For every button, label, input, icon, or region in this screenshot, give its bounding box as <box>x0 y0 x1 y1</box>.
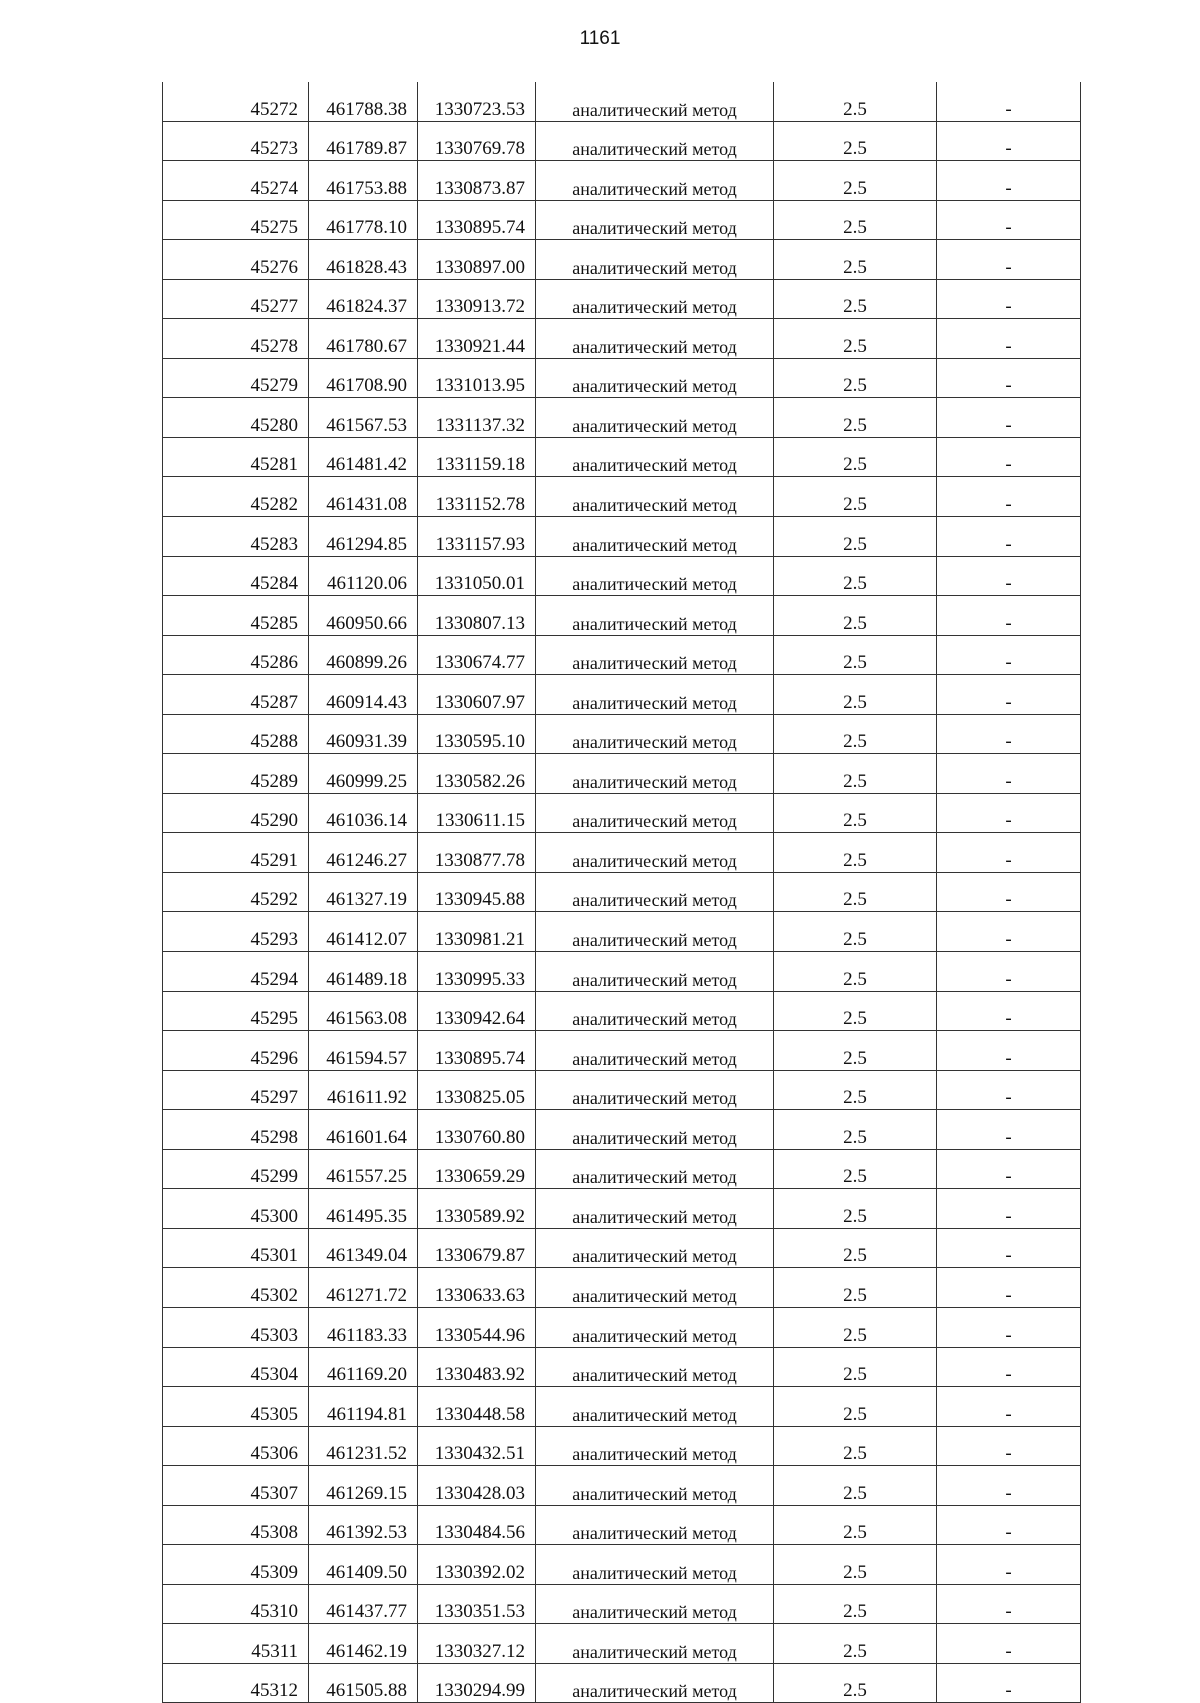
note-cell: - <box>937 912 1081 952</box>
x-coordinate-cell: 461505.88 <box>309 1663 418 1703</box>
point-number-cell: 45300 <box>163 1189 309 1229</box>
table-row <box>163 1307 1081 1347</box>
method-cell: аналитический метод <box>536 358 774 398</box>
method-cell: аналитический метод <box>536 1584 774 1624</box>
note-cell: - <box>937 991 1081 1031</box>
table-row <box>163 596 1081 636</box>
table-row <box>163 1110 1081 1150</box>
note-cell: - <box>937 1149 1081 1189</box>
y-coordinate-cell: 1330674.77 <box>418 635 536 675</box>
method-cell: аналитический метод <box>536 1070 774 1110</box>
table-row <box>163 358 1081 398</box>
y-coordinate-cell: 1330873.87 <box>418 161 536 201</box>
method-cell: аналитический метод <box>536 596 774 636</box>
note-cell: - <box>937 1189 1081 1229</box>
x-coordinate-cell: 461778.10 <box>309 200 418 240</box>
table-row <box>163 912 1081 952</box>
precision-cell: 2.5 <box>774 240 937 280</box>
table-row <box>163 1624 1081 1664</box>
precision-cell: 2.5 <box>774 635 937 675</box>
x-coordinate-cell: 461431.08 <box>309 477 418 517</box>
method-cell: аналитический метод <box>536 398 774 438</box>
x-coordinate-cell: 461327.19 <box>309 872 418 912</box>
x-coordinate-cell: 461557.25 <box>309 1149 418 1189</box>
point-number-cell: 45299 <box>163 1149 309 1189</box>
table-body <box>163 82 1081 1703</box>
y-coordinate-cell: 1330428.03 <box>418 1466 536 1506</box>
note-cell: - <box>937 754 1081 794</box>
method-cell: аналитический метод <box>536 161 774 201</box>
method-cell: аналитический метод <box>536 517 774 557</box>
table-row <box>163 121 1081 161</box>
point-number-cell: 45274 <box>163 161 309 201</box>
precision-cell: 2.5 <box>774 358 937 398</box>
point-number-cell: 45297 <box>163 1070 309 1110</box>
method-cell: аналитический метод <box>536 279 774 319</box>
precision-cell: 2.5 <box>774 1545 937 1585</box>
table-row <box>163 1228 1081 1268</box>
y-coordinate-cell: 1331013.95 <box>418 358 536 398</box>
method-cell: аналитический метод <box>536 240 774 280</box>
precision-cell: 2.5 <box>774 121 937 161</box>
precision-cell: 2.5 <box>774 872 937 912</box>
note-cell: - <box>937 82 1081 121</box>
precision-cell: 2.5 <box>774 200 937 240</box>
point-number-cell: 45272 <box>163 82 309 121</box>
x-coordinate-cell: 461495.35 <box>309 1189 418 1229</box>
precision-cell: 2.5 <box>774 952 937 992</box>
note-cell: - <box>937 517 1081 557</box>
y-coordinate-cell: 1330942.64 <box>418 991 536 1031</box>
precision-cell: 2.5 <box>774 1426 937 1466</box>
note-cell: - <box>937 952 1081 992</box>
table-row <box>163 833 1081 873</box>
y-coordinate-cell: 1330589.92 <box>418 1189 536 1229</box>
coordinates-table <box>162 82 1081 1703</box>
precision-cell: 2.5 <box>774 1387 937 1427</box>
x-coordinate-cell: 461601.64 <box>309 1110 418 1150</box>
point-number-cell: 45281 <box>163 437 309 477</box>
note-cell: - <box>937 1070 1081 1110</box>
table-row <box>163 1387 1081 1427</box>
note-cell: - <box>937 714 1081 754</box>
table-row <box>163 1031 1081 1071</box>
note-cell: - <box>937 1268 1081 1308</box>
method-cell: аналитический метод <box>536 912 774 952</box>
precision-cell: 2.5 <box>774 161 937 201</box>
y-coordinate-cell: 1330392.02 <box>418 1545 536 1585</box>
table-row <box>163 1149 1081 1189</box>
note-cell: - <box>937 1466 1081 1506</box>
precision-cell: 2.5 <box>774 398 937 438</box>
point-number-cell: 45312 <box>163 1663 309 1703</box>
y-coordinate-cell: 1330895.74 <box>418 200 536 240</box>
precision-cell: 2.5 <box>774 991 937 1031</box>
table-row <box>163 279 1081 319</box>
table-row <box>163 754 1081 794</box>
x-coordinate-cell: 460899.26 <box>309 635 418 675</box>
method-cell: аналитический метод <box>536 437 774 477</box>
x-coordinate-cell: 461489.18 <box>309 952 418 992</box>
table-row <box>163 714 1081 754</box>
table-row <box>163 1466 1081 1506</box>
x-coordinate-cell: 461708.90 <box>309 358 418 398</box>
precision-cell: 2.5 <box>774 437 937 477</box>
x-coordinate-cell: 461611.92 <box>309 1070 418 1110</box>
note-cell: - <box>937 1031 1081 1071</box>
precision-cell: 2.5 <box>774 1268 937 1308</box>
note-cell: - <box>937 833 1081 873</box>
note-cell: - <box>937 240 1081 280</box>
y-coordinate-cell: 1330582.26 <box>418 754 536 794</box>
point-number-cell: 45276 <box>163 240 309 280</box>
table-row <box>163 1426 1081 1466</box>
point-number-cell: 45292 <box>163 872 309 912</box>
table-row <box>163 952 1081 992</box>
precision-cell: 2.5 <box>774 1347 937 1387</box>
method-cell: аналитический метод <box>536 635 774 675</box>
note-cell: - <box>937 596 1081 636</box>
note-cell: - <box>937 872 1081 912</box>
method-cell: аналитический метод <box>536 319 774 359</box>
precision-cell: 2.5 <box>774 1228 937 1268</box>
point-number-cell: 45293 <box>163 912 309 952</box>
precision-cell: 2.5 <box>774 912 937 952</box>
y-coordinate-cell: 1330723.53 <box>418 82 536 121</box>
note-cell: - <box>937 1545 1081 1585</box>
note-cell: - <box>937 556 1081 596</box>
point-number-cell: 45273 <box>163 121 309 161</box>
method-cell: аналитический метод <box>536 1307 774 1347</box>
precision-cell: 2.5 <box>774 833 937 873</box>
note-cell: - <box>937 200 1081 240</box>
table-row <box>163 477 1081 517</box>
point-number-cell: 45309 <box>163 1545 309 1585</box>
note-cell: - <box>937 1110 1081 1150</box>
x-coordinate-cell: 461594.57 <box>309 1031 418 1071</box>
method-cell: аналитический метод <box>536 1387 774 1427</box>
method-cell: аналитический метод <box>536 1228 774 1268</box>
table-row <box>163 1070 1081 1110</box>
y-coordinate-cell: 1330921.44 <box>418 319 536 359</box>
note-cell: - <box>937 1307 1081 1347</box>
y-coordinate-cell: 1331157.93 <box>418 517 536 557</box>
x-coordinate-cell: 461567.53 <box>309 398 418 438</box>
table-row <box>163 556 1081 596</box>
table-row <box>163 675 1081 715</box>
y-coordinate-cell: 1330897.00 <box>418 240 536 280</box>
x-coordinate-cell: 461788.38 <box>309 82 418 121</box>
y-coordinate-cell: 1330432.51 <box>418 1426 536 1466</box>
method-cell: аналитический метод <box>536 1426 774 1466</box>
method-cell: аналитический метод <box>536 477 774 517</box>
y-coordinate-cell: 1331159.18 <box>418 437 536 477</box>
point-number-cell: 45302 <box>163 1268 309 1308</box>
x-coordinate-cell: 461462.19 <box>309 1624 418 1664</box>
table-row <box>163 1347 1081 1387</box>
page-number: 1161 <box>579 28 621 49</box>
table-row <box>163 1189 1081 1229</box>
x-coordinate-cell: 461120.06 <box>309 556 418 596</box>
x-coordinate-cell: 461349.04 <box>309 1228 418 1268</box>
note-cell: - <box>937 635 1081 675</box>
x-coordinate-cell: 461563.08 <box>309 991 418 1031</box>
note-cell: - <box>937 1228 1081 1268</box>
note-cell: - <box>937 358 1081 398</box>
y-coordinate-cell: 1330825.05 <box>418 1070 536 1110</box>
x-coordinate-cell: 461271.72 <box>309 1268 418 1308</box>
y-coordinate-cell: 1330807.13 <box>418 596 536 636</box>
point-number-cell: 45311 <box>163 1624 309 1664</box>
point-number-cell: 45280 <box>163 398 309 438</box>
precision-cell: 2.5 <box>774 82 937 121</box>
x-coordinate-cell: 461169.20 <box>309 1347 418 1387</box>
table-row <box>163 82 1081 121</box>
point-number-cell: 45283 <box>163 517 309 557</box>
note-cell: - <box>937 437 1081 477</box>
table-row <box>163 437 1081 477</box>
y-coordinate-cell: 1330351.53 <box>418 1584 536 1624</box>
y-coordinate-cell: 1331152.78 <box>418 477 536 517</box>
y-coordinate-cell: 1330294.99 <box>418 1663 536 1703</box>
point-number-cell: 45291 <box>163 833 309 873</box>
x-coordinate-cell: 461780.67 <box>309 319 418 359</box>
method-cell: аналитический метод <box>536 714 774 754</box>
table-row <box>163 1584 1081 1624</box>
method-cell: аналитический метод <box>536 82 774 121</box>
method-cell: аналитический метод <box>536 556 774 596</box>
table-row <box>163 517 1081 557</box>
method-cell: аналитический метод <box>536 1268 774 1308</box>
y-coordinate-cell: 1330945.88 <box>418 872 536 912</box>
point-number-cell: 45278 <box>163 319 309 359</box>
note-cell: - <box>937 319 1081 359</box>
precision-cell: 2.5 <box>774 279 937 319</box>
point-number-cell: 45294 <box>163 952 309 992</box>
y-coordinate-cell: 1330895.74 <box>418 1031 536 1071</box>
method-cell: аналитический метод <box>536 121 774 161</box>
note-cell: - <box>937 1663 1081 1703</box>
x-coordinate-cell: 461231.52 <box>309 1426 418 1466</box>
precision-cell: 2.5 <box>774 1189 937 1229</box>
note-cell: - <box>937 279 1081 319</box>
point-number-cell: 45277 <box>163 279 309 319</box>
point-number-cell: 45306 <box>163 1426 309 1466</box>
method-cell: аналитический метод <box>536 1505 774 1545</box>
x-coordinate-cell: 461194.81 <box>309 1387 418 1427</box>
note-cell: - <box>937 675 1081 715</box>
y-coordinate-cell: 1330611.15 <box>418 793 536 833</box>
precision-cell: 2.5 <box>774 1307 937 1347</box>
table-row <box>163 793 1081 833</box>
note-cell: - <box>937 1387 1081 1427</box>
y-coordinate-cell: 1330659.29 <box>418 1149 536 1189</box>
y-coordinate-cell: 1330595.10 <box>418 714 536 754</box>
point-number-cell: 45307 <box>163 1466 309 1506</box>
point-number-cell: 45301 <box>163 1228 309 1268</box>
note-cell: - <box>937 121 1081 161</box>
table-row <box>163 1545 1081 1585</box>
precision-cell: 2.5 <box>774 793 937 833</box>
table-row <box>163 991 1081 1031</box>
x-coordinate-cell: 461409.50 <box>309 1545 418 1585</box>
method-cell: аналитический метод <box>536 872 774 912</box>
method-cell: аналитический метод <box>536 1031 774 1071</box>
method-cell: аналитический метод <box>536 1110 774 1150</box>
point-number-cell: 45282 <box>163 477 309 517</box>
x-coordinate-cell: 460914.43 <box>309 675 418 715</box>
point-number-cell: 45290 <box>163 793 309 833</box>
precision-cell: 2.5 <box>774 714 937 754</box>
precision-cell: 2.5 <box>774 675 937 715</box>
x-coordinate-cell: 460931.39 <box>309 714 418 754</box>
table-row <box>163 398 1081 438</box>
y-coordinate-cell: 1331137.32 <box>418 398 536 438</box>
point-number-cell: 45295 <box>163 991 309 1031</box>
y-coordinate-cell: 1330483.92 <box>418 1347 536 1387</box>
point-number-cell: 45305 <box>163 1387 309 1427</box>
y-coordinate-cell: 1330633.63 <box>418 1268 536 1308</box>
method-cell: аналитический метод <box>536 793 774 833</box>
method-cell: аналитический метод <box>536 1624 774 1664</box>
point-number-cell: 45285 <box>163 596 309 636</box>
x-coordinate-cell: 461294.85 <box>309 517 418 557</box>
y-coordinate-cell: 1330913.72 <box>418 279 536 319</box>
precision-cell: 2.5 <box>774 556 937 596</box>
point-number-cell: 45303 <box>163 1307 309 1347</box>
y-coordinate-cell: 1330995.33 <box>418 952 536 992</box>
method-cell: аналитический метод <box>536 675 774 715</box>
point-number-cell: 45289 <box>163 754 309 794</box>
x-coordinate-cell: 461392.53 <box>309 1505 418 1545</box>
y-coordinate-cell: 1330484.56 <box>418 1505 536 1545</box>
point-number-cell: 45286 <box>163 635 309 675</box>
x-coordinate-cell: 461481.42 <box>309 437 418 477</box>
x-coordinate-cell: 461183.33 <box>309 1307 418 1347</box>
method-cell: аналитический метод <box>536 833 774 873</box>
precision-cell: 2.5 <box>774 477 937 517</box>
x-coordinate-cell: 461412.07 <box>309 912 418 952</box>
point-number-cell: 45288 <box>163 714 309 754</box>
note-cell: - <box>937 1584 1081 1624</box>
method-cell: аналитический метод <box>536 200 774 240</box>
method-cell: аналитический метод <box>536 952 774 992</box>
precision-cell: 2.5 <box>774 319 937 359</box>
precision-cell: 2.5 <box>774 1624 937 1664</box>
point-number-cell: 45279 <box>163 358 309 398</box>
note-cell: - <box>937 161 1081 201</box>
y-coordinate-cell: 1330877.78 <box>418 833 536 873</box>
note-cell: - <box>937 793 1081 833</box>
method-cell: аналитический метод <box>536 1545 774 1585</box>
point-number-cell: 45284 <box>163 556 309 596</box>
y-coordinate-cell: 1330448.58 <box>418 1387 536 1427</box>
table-row <box>163 1268 1081 1308</box>
x-coordinate-cell: 461828.43 <box>309 240 418 280</box>
x-coordinate-cell: 460950.66 <box>309 596 418 636</box>
x-coordinate-cell: 461437.77 <box>309 1584 418 1624</box>
method-cell: аналитический метод <box>536 1149 774 1189</box>
x-coordinate-cell: 460999.25 <box>309 754 418 794</box>
table-row <box>163 240 1081 280</box>
point-number-cell: 45275 <box>163 200 309 240</box>
y-coordinate-cell: 1330981.21 <box>418 912 536 952</box>
precision-cell: 2.5 <box>774 596 937 636</box>
point-number-cell: 45296 <box>163 1031 309 1071</box>
note-cell: - <box>937 477 1081 517</box>
x-coordinate-cell: 461269.15 <box>309 1466 418 1506</box>
note-cell: - <box>937 1505 1081 1545</box>
point-number-cell: 45304 <box>163 1347 309 1387</box>
y-coordinate-cell: 1330544.96 <box>418 1307 536 1347</box>
method-cell: аналитический метод <box>536 1663 774 1703</box>
point-number-cell: 45287 <box>163 675 309 715</box>
note-cell: - <box>937 398 1081 438</box>
table-row <box>163 872 1081 912</box>
precision-cell: 2.5 <box>774 1584 937 1624</box>
point-number-cell: 45308 <box>163 1505 309 1545</box>
method-cell: аналитический метод <box>536 1189 774 1229</box>
point-number-cell: 45310 <box>163 1584 309 1624</box>
note-cell: - <box>937 1347 1081 1387</box>
y-coordinate-cell: 1330327.12 <box>418 1624 536 1664</box>
precision-cell: 2.5 <box>774 1505 937 1545</box>
table-row <box>163 161 1081 201</box>
precision-cell: 2.5 <box>774 1031 937 1071</box>
table-row <box>163 319 1081 359</box>
precision-cell: 2.5 <box>774 517 937 557</box>
x-coordinate-cell: 461753.88 <box>309 161 418 201</box>
precision-cell: 2.5 <box>774 1110 937 1150</box>
method-cell: аналитический метод <box>536 1347 774 1387</box>
precision-cell: 2.5 <box>774 1466 937 1506</box>
method-cell: аналитический метод <box>536 1466 774 1506</box>
precision-cell: 2.5 <box>774 1070 937 1110</box>
precision-cell: 2.5 <box>774 754 937 794</box>
x-coordinate-cell: 461246.27 <box>309 833 418 873</box>
coordinates-table-container <box>162 82 1080 1703</box>
note-cell: - <box>937 1624 1081 1664</box>
table-row <box>163 1505 1081 1545</box>
precision-cell: 2.5 <box>774 1663 937 1703</box>
x-coordinate-cell: 461036.14 <box>309 793 418 833</box>
y-coordinate-cell: 1330607.97 <box>418 675 536 715</box>
y-coordinate-cell: 1330679.87 <box>418 1228 536 1268</box>
point-number-cell: 45298 <box>163 1110 309 1150</box>
x-coordinate-cell: 461789.87 <box>309 121 418 161</box>
method-cell: аналитический метод <box>536 754 774 794</box>
y-coordinate-cell: 1330760.80 <box>418 1110 536 1150</box>
x-coordinate-cell: 461824.37 <box>309 279 418 319</box>
table-row <box>163 635 1081 675</box>
y-coordinate-cell: 1331050.01 <box>418 556 536 596</box>
y-coordinate-cell: 1330769.78 <box>418 121 536 161</box>
table-row <box>163 200 1081 240</box>
method-cell: аналитический метод <box>536 991 774 1031</box>
precision-cell: 2.5 <box>774 1149 937 1189</box>
note-cell: - <box>937 1426 1081 1466</box>
